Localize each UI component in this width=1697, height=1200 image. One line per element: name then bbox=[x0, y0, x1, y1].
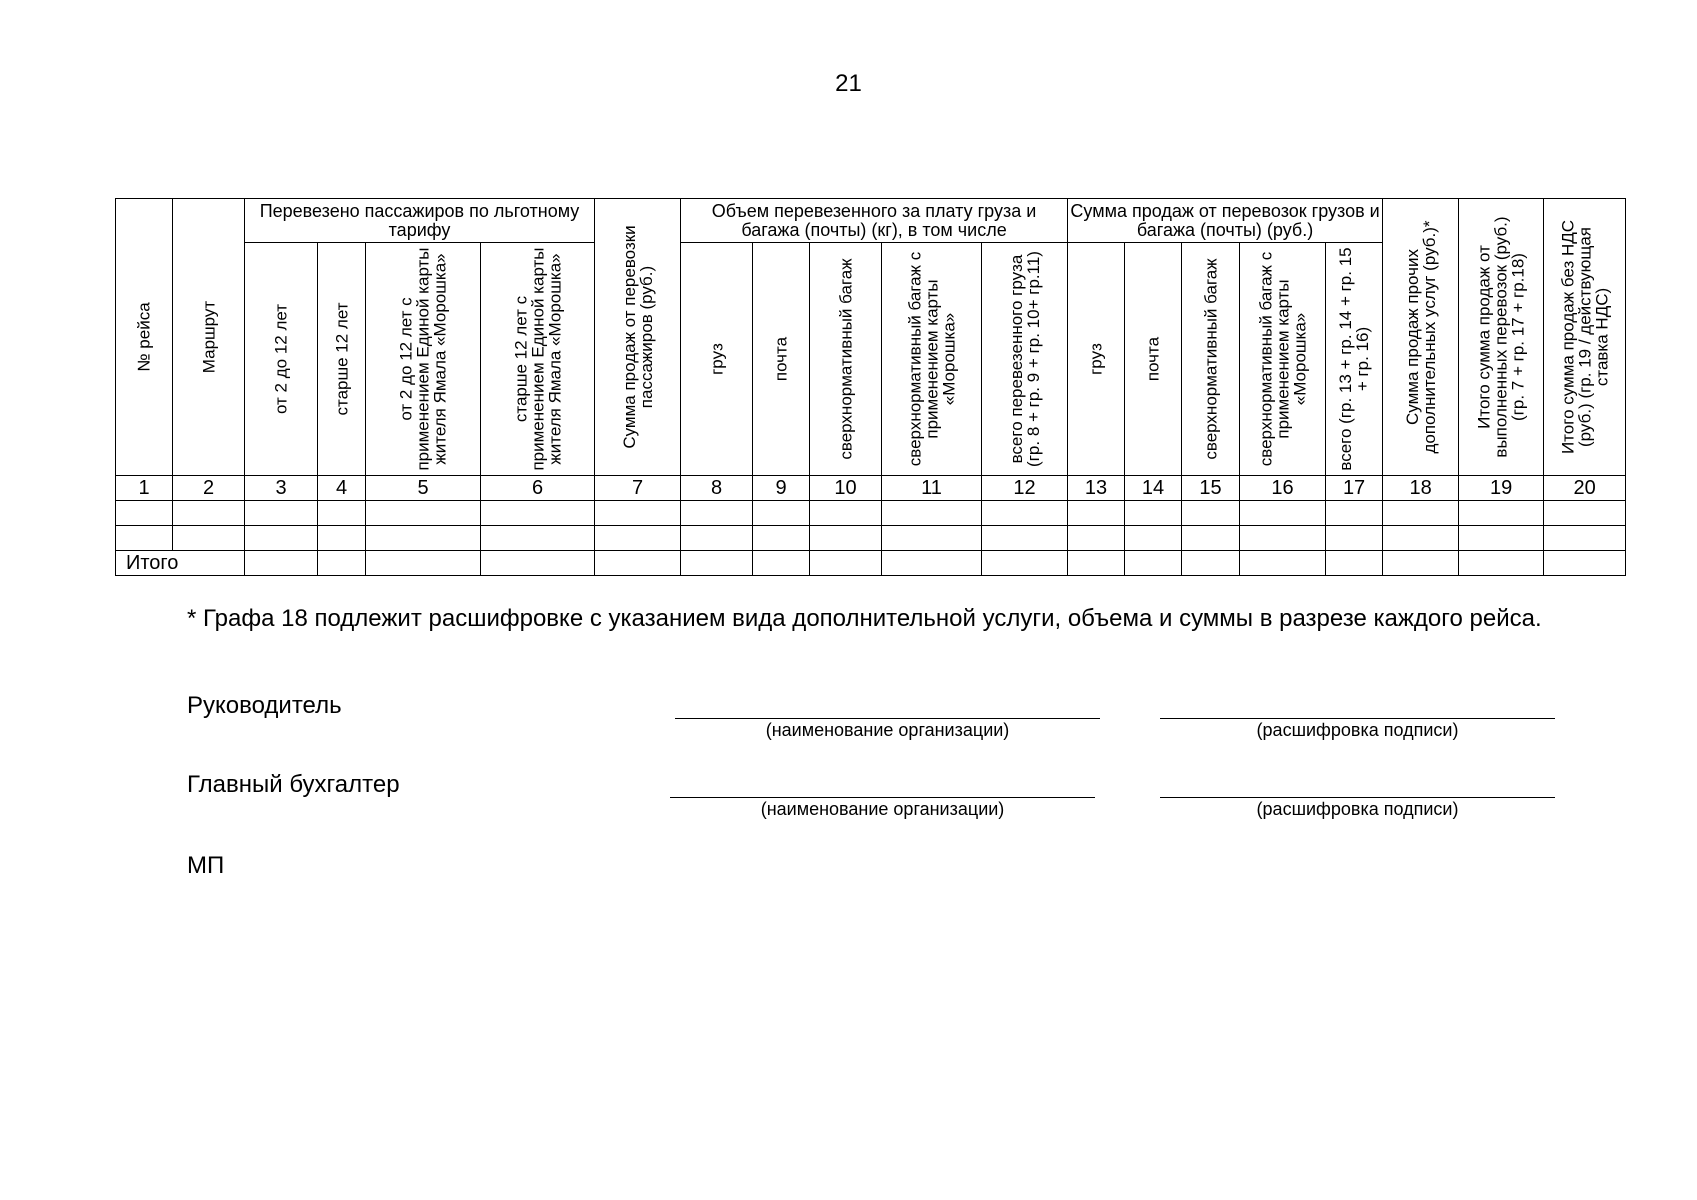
table-cell[interactable] bbox=[1068, 526, 1125, 551]
table-cell[interactable] bbox=[1068, 551, 1125, 576]
header-sales-cargo: груз bbox=[1068, 243, 1125, 476]
header-sales-excess-baggage: сверхнормативный багаж bbox=[1182, 243, 1240, 476]
table-cell[interactable] bbox=[318, 526, 366, 551]
table-cell[interactable] bbox=[681, 551, 753, 576]
table-cell[interactable] bbox=[1459, 551, 1544, 576]
table-cell[interactable] bbox=[366, 526, 481, 551]
table-cell[interactable] bbox=[982, 501, 1068, 526]
total-label: Итого bbox=[116, 551, 245, 576]
table-cell[interactable] bbox=[681, 501, 753, 526]
column-number: 8 bbox=[681, 476, 753, 501]
table-cell[interactable] bbox=[810, 526, 882, 551]
column-number: 2 bbox=[173, 476, 245, 501]
column-number: 12 bbox=[982, 476, 1068, 501]
table-cell[interactable] bbox=[173, 526, 245, 551]
table-cell[interactable] bbox=[366, 551, 481, 576]
table-cell[interactable] bbox=[1459, 501, 1544, 526]
table-row bbox=[116, 501, 1626, 526]
table-cell[interactable] bbox=[681, 526, 753, 551]
table-cell[interactable] bbox=[481, 501, 595, 526]
table-cell[interactable] bbox=[245, 501, 318, 526]
header-total-sales-no-vat: Итого сумма продаж без НДС (руб.) (гр. 19 / действующая ставка НДС) bbox=[1544, 199, 1626, 476]
table-cell[interactable] bbox=[882, 551, 982, 576]
table-cell[interactable] bbox=[1383, 526, 1459, 551]
table-cell[interactable] bbox=[1182, 501, 1240, 526]
table-cell[interactable] bbox=[1459, 526, 1544, 551]
column-number-row bbox=[116, 476, 1626, 501]
footnote: * Графа 18 подлежит расшифровке с указанием вида дополнительной услуги, объема и суммы в разрезе каждого рейса. bbox=[187, 605, 1542, 632]
header-sales-mail: почта bbox=[1125, 243, 1182, 476]
table-cell[interactable] bbox=[1544, 526, 1626, 551]
column-number: 16 bbox=[1240, 476, 1326, 501]
column-number: 1 bbox=[116, 476, 173, 501]
total-row bbox=[116, 551, 1626, 576]
table-cell[interactable] bbox=[1240, 501, 1326, 526]
table-cell[interactable] bbox=[753, 551, 810, 576]
header-trip-number: № рейса bbox=[116, 199, 173, 476]
head-org-line[interactable] bbox=[675, 718, 1100, 719]
header-vol-mail: почта bbox=[753, 243, 810, 476]
header-vol-total: всего перевезенного груза (гр. 8 + гр. 9 + гр. 10+ гр.11) bbox=[982, 243, 1068, 476]
table-cell[interactable] bbox=[1326, 526, 1383, 551]
column-number: 11 bbox=[882, 476, 982, 501]
column-number: 20 bbox=[1544, 476, 1626, 501]
column-number: 17 bbox=[1326, 476, 1383, 501]
header-sales-total: всего (гр. 13 + гр. 14 + гр. 15 + гр. 16) bbox=[1326, 243, 1383, 476]
column-number: 9 bbox=[753, 476, 810, 501]
table-cell[interactable] bbox=[982, 526, 1068, 551]
table-cell[interactable] bbox=[1383, 551, 1459, 576]
table-cell[interactable] bbox=[595, 551, 681, 576]
table-cell[interactable] bbox=[1383, 501, 1459, 526]
header-vol-cargo: груз bbox=[681, 243, 753, 476]
table-cell[interactable] bbox=[116, 526, 173, 551]
table-cell[interactable] bbox=[1125, 501, 1182, 526]
header-route: Маршрут bbox=[173, 199, 245, 476]
table-cell[interactable] bbox=[753, 526, 810, 551]
accountant-org-line[interactable] bbox=[670, 797, 1095, 798]
accountant-sign-line[interactable] bbox=[1160, 797, 1555, 798]
header-age-over-12: старше 12 лет bbox=[318, 243, 366, 476]
column-number: 5 bbox=[366, 476, 481, 501]
table-cell[interactable] bbox=[982, 551, 1068, 576]
header-total-sales: Итого сумма продаж от выполненных перевозок (руб.) (гр. 7 + гр. 17 + гр.18) bbox=[1459, 199, 1544, 476]
header-sales-excess-baggage-moroshka: сверхнормативный багаж с применением карты «Морошка» bbox=[1240, 243, 1326, 476]
column-number: 18 bbox=[1383, 476, 1459, 501]
header-extra-services: Сумма продаж прочих дополнительных услуг (руб.)* bbox=[1383, 199, 1459, 476]
head-label: Руководитель bbox=[187, 692, 342, 719]
header-age-2-12: от 2 до 12 лет bbox=[245, 243, 318, 476]
header-passenger-sales: Сумма продаж от перевозки пассажиров (руб.) bbox=[595, 199, 681, 476]
header-vol-excess-baggage: сверхнормативный багаж bbox=[810, 243, 882, 476]
table-cell[interactable] bbox=[1125, 551, 1182, 576]
table-cell[interactable] bbox=[245, 526, 318, 551]
table-cell[interactable] bbox=[753, 501, 810, 526]
table-cell[interactable] bbox=[1544, 501, 1626, 526]
table-cell[interactable] bbox=[1326, 551, 1383, 576]
header-age-2-12-moroshka: от 2 до 12 лет с применением Единой карты жителя Ямала «Морошка» bbox=[366, 243, 481, 476]
table-cell[interactable] bbox=[318, 551, 366, 576]
column-number: 4 bbox=[318, 476, 366, 501]
table-cell[interactable] bbox=[595, 526, 681, 551]
table-cell[interactable] bbox=[481, 551, 595, 576]
table-cell[interactable] bbox=[1240, 526, 1326, 551]
table-cell[interactable] bbox=[1182, 526, 1240, 551]
column-number: 7 bbox=[595, 476, 681, 501]
table-cell[interactable] bbox=[1544, 551, 1626, 576]
table-cell[interactable] bbox=[1068, 501, 1125, 526]
header-group-passengers: Перевезено пассажиров по льготному тарифу bbox=[245, 199, 595, 243]
column-number: 13 bbox=[1068, 476, 1125, 501]
header-age-over-12-moroshka: старше 12 лет с применением Единой карты жителя Ямала «Морошка» bbox=[481, 243, 595, 476]
column-number: 3 bbox=[245, 476, 318, 501]
column-number: 15 bbox=[1182, 476, 1240, 501]
table-cell[interactable] bbox=[1240, 551, 1326, 576]
table-row bbox=[116, 526, 1626, 551]
table-cell[interactable] bbox=[116, 501, 173, 526]
head-sign-caption: (расшифровка подписи) bbox=[1256, 720, 1459, 740]
accountant-label: Главный бухгалтер bbox=[187, 771, 400, 798]
table-cell[interactable] bbox=[595, 501, 681, 526]
column-number: 19 bbox=[1459, 476, 1544, 501]
header-vol-excess-baggage-moroshka: сверхнормативный багаж с применением карты «Морошка» bbox=[882, 243, 982, 476]
head-sign-line[interactable] bbox=[1160, 718, 1555, 719]
column-number: 6 bbox=[481, 476, 595, 501]
table-cell[interactable] bbox=[882, 501, 982, 526]
accountant-org-caption: (наименование организации) bbox=[760, 799, 1005, 819]
table-cell[interactable] bbox=[245, 551, 318, 576]
head-org-caption: (наименование организации) bbox=[765, 720, 1010, 740]
table-cell[interactable] bbox=[810, 551, 882, 576]
table-cell[interactable] bbox=[1125, 526, 1182, 551]
column-number: 14 bbox=[1125, 476, 1182, 501]
table-cell[interactable] bbox=[1182, 551, 1240, 576]
stamp-label: МП bbox=[187, 852, 225, 879]
table-cell[interactable] bbox=[1326, 501, 1383, 526]
header-group-cargo-sales: Сумма продаж от перевозок грузов и багажа (почты) (руб.) bbox=[1068, 199, 1383, 243]
column-number: 10 bbox=[810, 476, 882, 501]
table-cell[interactable] bbox=[481, 526, 595, 551]
table-cell[interactable] bbox=[366, 501, 481, 526]
header-group-cargo-volume: Объем перевезенного за плату груза и багажа (почты) (кг), в том числе bbox=[681, 199, 1068, 243]
table-cell[interactable] bbox=[318, 501, 366, 526]
page-number: 21 bbox=[835, 70, 862, 97]
report-table bbox=[115, 198, 1626, 576]
accountant-sign-caption: (расшифровка подписи) bbox=[1256, 799, 1459, 819]
table-cell[interactable] bbox=[882, 526, 982, 551]
table-cell[interactable] bbox=[173, 501, 245, 526]
table-cell[interactable] bbox=[810, 501, 882, 526]
